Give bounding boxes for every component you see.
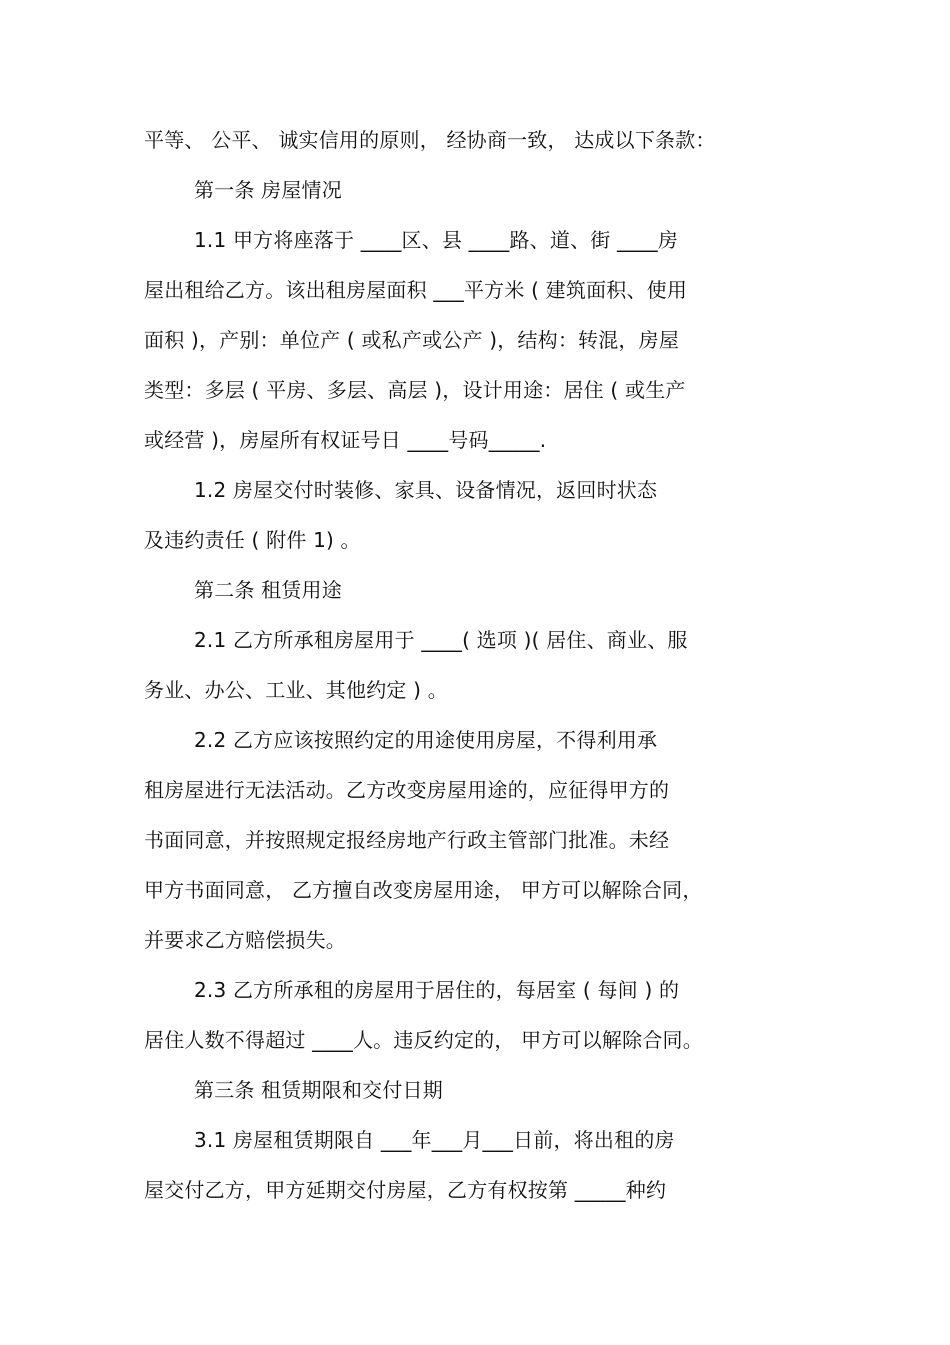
heading-article-2: 第二条 租赁用途 (194, 578, 342, 602)
text-line: 务业、办公、工业、其他约定 ) 。 (144, 678, 448, 702)
text-line-2-3: 2.3 乙方所承租的房屋用于居住的，每居室 ( 每间 ) 的 (194, 978, 680, 1002)
text-line-2-2: 2.2 乙方应该按照约定的用途使用房屋，不得利用承 (194, 728, 658, 752)
heading-article-3: 第三条 租赁期限和交付日期 (194, 1078, 443, 1102)
text-line: 或经营 )，房屋所有权证号日 ____号码_____. (144, 428, 547, 452)
text-line: 租房屋进行无法活动。乙方改变房屋用途的，应征得甲方的 (144, 778, 670, 802)
text-line-1-2: 1.2 房屋交付时装修、家具、设备情况，返回时状态 (194, 478, 658, 502)
text-line-3-1: 3.1 房屋租赁期限自 ___年___月___日前，将出租的房 (194, 1128, 675, 1152)
heading-article-1: 第一条 房屋情况 (194, 178, 342, 202)
text-line: 面积 )，产别：单位产 ( 或私产或公产 )，结构：转混，房屋 (144, 328, 680, 352)
text-line: 居住人数不得超过 ____人。违反约定的， 甲方可以解除合同。 (144, 1028, 703, 1052)
text-line-1-1: 1.1 甲方将座落于 ____区、县 ____路、道、街 ____房 (194, 228, 679, 252)
text-line: 屋交付乙方，甲方延期交付房屋，乙方有权按第 _____种约 (144, 1178, 667, 1202)
text-line: 类型：多层 ( 平房、多层、高层 )，设计用途：居住 ( 或生产 (144, 378, 686, 402)
text-line: 并要求乙方赔偿损失。 (144, 928, 346, 952)
text-line-intro: 平等、 公平、 诚实信用的原则， 经协商一致， 达成以下条款： (144, 128, 716, 152)
text-line: 书面同意，并按照规定报经房地产行政主管部门批准。未经 (144, 828, 670, 852)
text-line-2-1: 2.1 乙方所承租房屋用于 ____( 选项 )( 居住、商业、服 (194, 628, 688, 652)
text-line: 屋出租给乙方。该出租房屋面积 ___平方米 ( 建筑面积、使用 (144, 278, 688, 302)
text-line: 及违约责任 ( 附件 1) 。 (144, 528, 361, 552)
text-line: 甲方书面同意， 乙方擅自改变房屋用途， 甲方可以解除合同， (144, 878, 703, 902)
